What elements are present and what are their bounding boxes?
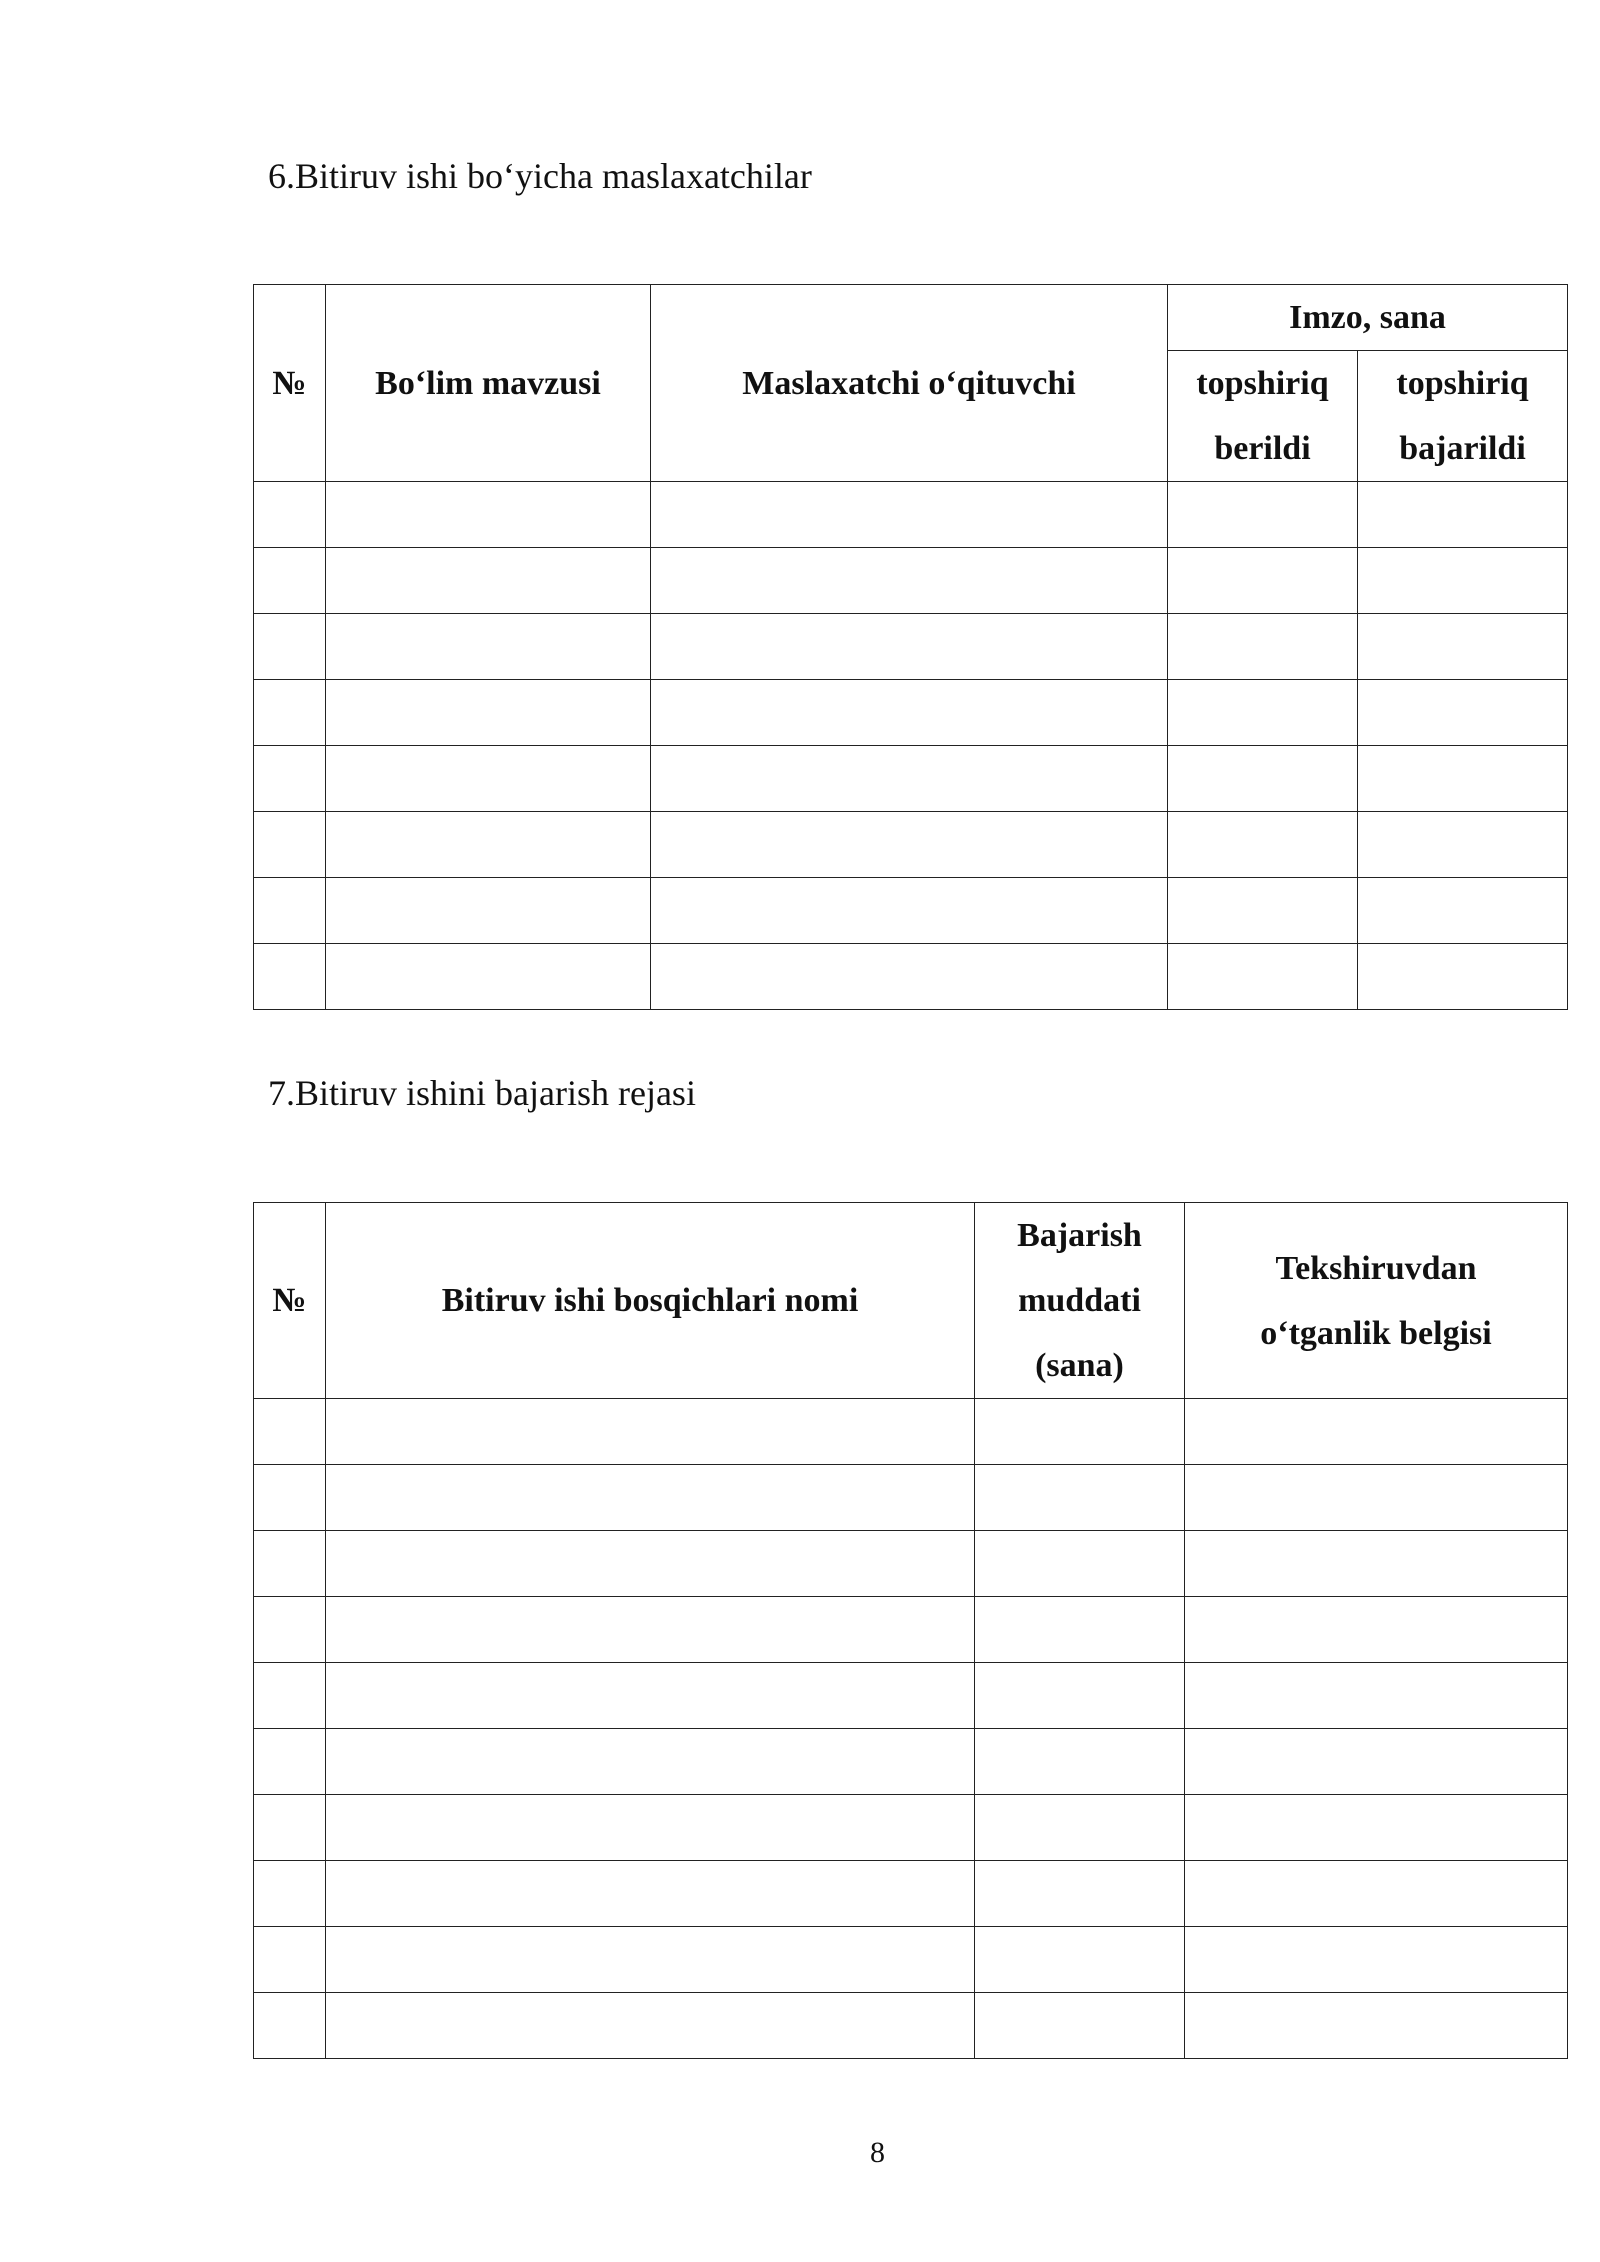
table-cell xyxy=(254,482,326,548)
table-cell xyxy=(1358,878,1568,944)
header-num: № xyxy=(254,285,326,482)
table-cell xyxy=(326,1597,975,1663)
table-cell xyxy=(254,1993,326,2059)
table-cell xyxy=(1358,812,1568,878)
table-cell xyxy=(254,1729,326,1795)
table-cell xyxy=(254,878,326,944)
table-cell xyxy=(1358,482,1568,548)
advisors-table-row xyxy=(254,680,1568,746)
work-plan-table-row xyxy=(254,1399,1568,1465)
advisors-table-row xyxy=(254,944,1568,1010)
page-number: 8 xyxy=(870,2136,885,2169)
table-cell xyxy=(651,680,1168,746)
table-cell xyxy=(326,1531,975,1597)
table-cell xyxy=(254,944,326,1010)
advisors-table-row xyxy=(254,746,1568,812)
table-cell xyxy=(1168,746,1358,812)
table-cell xyxy=(1185,1861,1568,1927)
header-task-given xyxy=(1168,351,1358,482)
table-cell xyxy=(1185,1663,1568,1729)
table-cell xyxy=(326,746,651,812)
work-plan-table-row xyxy=(254,1729,1568,1795)
table-cell xyxy=(975,1399,1185,1465)
section-7-title: 7.Bitiruv ishini bajarish rejasi xyxy=(268,1073,696,1113)
table-cell xyxy=(326,548,651,614)
work-plan-table-row xyxy=(254,1597,1568,1663)
table-cell xyxy=(326,1465,975,1531)
table-cell xyxy=(1358,614,1568,680)
table-cell xyxy=(254,1927,326,1993)
table-cell xyxy=(1185,1597,1568,1663)
work-plan-table-row xyxy=(254,1795,1568,1861)
section-6-title: 6.Bitiruv ishi bo‘yicha maslaxatchilar xyxy=(268,156,812,196)
work-plan-table-row xyxy=(254,1663,1568,1729)
table-cell xyxy=(254,1597,326,1663)
table-cell xyxy=(326,812,651,878)
table-cell xyxy=(651,944,1168,1010)
header-section-topic: Bo‘lim mavzusi xyxy=(326,285,651,482)
header-stage-names: Bitiruv ishi bosqichlari nomi xyxy=(326,1203,975,1399)
header-num: № xyxy=(254,1203,326,1399)
table-cell xyxy=(1168,944,1358,1010)
table-cell xyxy=(1185,1531,1568,1597)
header-deadline-line2: muddati xyxy=(1018,1282,1141,1319)
table-cell xyxy=(1168,680,1358,746)
table-cell xyxy=(254,812,326,878)
work-plan-table-row xyxy=(254,1465,1568,1531)
table-cell xyxy=(975,1795,1185,1861)
advisors-table-body xyxy=(254,482,1568,1010)
work-plan-table-row xyxy=(254,1993,1568,2059)
table-cell xyxy=(254,614,326,680)
table-cell xyxy=(254,1861,326,1927)
table-cell xyxy=(1185,1399,1568,1465)
header-task-done-line1: topshiriq xyxy=(1396,365,1529,402)
work-plan-table-row xyxy=(254,1531,1568,1597)
table-cell xyxy=(254,548,326,614)
header-deadline-line3: (sana) xyxy=(1035,1347,1124,1384)
work-plan-table-row xyxy=(254,1927,1568,1993)
table-cell xyxy=(326,1795,975,1861)
table-cell xyxy=(326,1927,975,1993)
header-task-done xyxy=(1358,351,1568,482)
work-plan-table xyxy=(253,1202,1568,2059)
header-check-line2: o‘tganlik belgisi xyxy=(1260,1314,1492,1352)
table-cell xyxy=(1185,1729,1568,1795)
table-cell xyxy=(254,1399,326,1465)
table-cell xyxy=(1185,1927,1568,1993)
table-cell xyxy=(326,482,651,548)
table-cell xyxy=(651,746,1168,812)
table-cell xyxy=(651,548,1168,614)
table-cell xyxy=(1185,1465,1568,1531)
header-check-line1: Tekshiruvdan xyxy=(1275,1249,1477,1287)
header-deadline-line1: Bajarish xyxy=(1017,1217,1142,1254)
header-task-given-line1: topshiriq xyxy=(1196,365,1329,402)
table-cell xyxy=(1358,944,1568,1010)
table-cell xyxy=(975,1729,1185,1795)
table-cell xyxy=(1168,614,1358,680)
table-cell xyxy=(1185,1993,1568,2059)
table-cell xyxy=(254,680,326,746)
table-cell xyxy=(651,878,1168,944)
table-cell xyxy=(651,482,1168,548)
table-cell xyxy=(975,1531,1185,1597)
advisors-table-row xyxy=(254,614,1568,680)
table-cell xyxy=(326,944,651,1010)
table-cell xyxy=(651,614,1168,680)
table-cell xyxy=(1168,482,1358,548)
table-cell xyxy=(1358,548,1568,614)
table-cell xyxy=(254,1663,326,1729)
table-cell xyxy=(651,812,1168,878)
table-cell xyxy=(1185,1795,1568,1861)
table-cell xyxy=(975,1861,1185,1927)
table-cell xyxy=(254,746,326,812)
header-check-mark xyxy=(1185,1203,1568,1399)
table-cell xyxy=(975,1993,1185,2059)
table-cell xyxy=(254,1531,326,1597)
table-cell xyxy=(326,1861,975,1927)
header-task-done-line2: bajarildi xyxy=(1399,430,1526,467)
table-cell xyxy=(1168,812,1358,878)
header-signature-date: Imzo, sana xyxy=(1168,285,1568,351)
table-cell xyxy=(326,614,651,680)
table-cell xyxy=(254,1465,326,1531)
advisors-table-row xyxy=(254,482,1568,548)
header-task-given-line2: berildi xyxy=(1214,430,1311,467)
table-cell xyxy=(1168,548,1358,614)
header-deadline xyxy=(975,1203,1185,1399)
table-cell xyxy=(326,878,651,944)
table-cell xyxy=(975,1927,1185,1993)
advisors-table-row xyxy=(254,548,1568,614)
table-cell xyxy=(326,1993,975,2059)
work-plan-table-body xyxy=(254,1399,1568,2059)
advisors-table xyxy=(253,284,1568,1010)
table-cell xyxy=(975,1663,1185,1729)
advisors-table-row xyxy=(254,812,1568,878)
table-cell xyxy=(326,1663,975,1729)
work-plan-table-row xyxy=(254,1861,1568,1927)
table-cell xyxy=(326,1729,975,1795)
table-cell xyxy=(1168,878,1358,944)
table-cell xyxy=(975,1465,1185,1531)
advisors-table-row xyxy=(254,878,1568,944)
table-cell xyxy=(254,1795,326,1861)
table-cell xyxy=(975,1597,1185,1663)
table-cell xyxy=(1358,680,1568,746)
table-cell xyxy=(1358,746,1568,812)
header-advisor-teacher: Maslaxatchi o‘qituvchi xyxy=(651,285,1168,482)
table-cell xyxy=(326,1399,975,1465)
table-cell xyxy=(326,680,651,746)
